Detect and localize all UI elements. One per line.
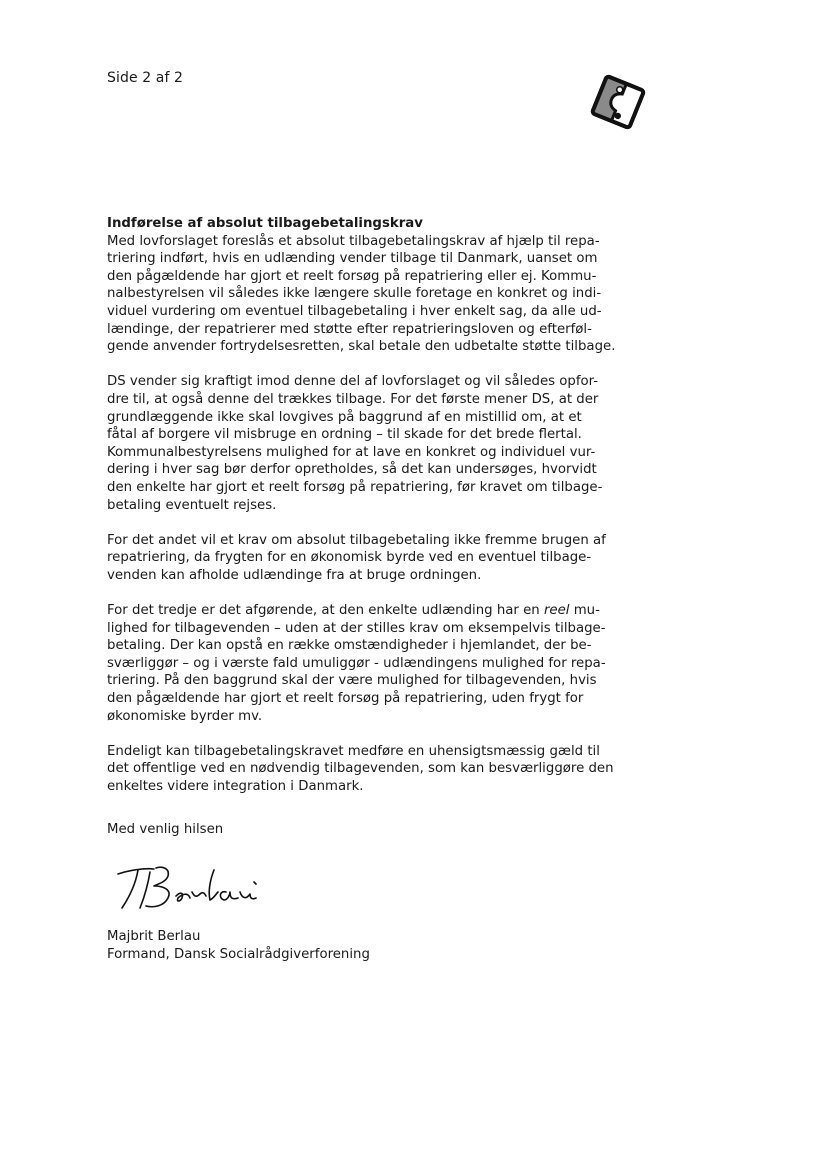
section-paragraph-4: For det tredje er det afgørende, at den enkelte udlænding har en reel mu- lighed for tilbagevenden – uden at der stilles krav om eksempelvis tilbage- betaling. Der kan opstå en række omstændigheder i hjemlandet, der be- sværliggør – og i værste fald umuliggør - udlændingens mulighed for repa- triering. På den baggrund skal der være mulighed for tilbagevenden, hvis den pågældende har gjort et reelt forsøg på repatriering, uden frygt for økonomiske byrder mv.: [107, 603, 606, 724]
letter-body: [107, 215, 627, 796]
section-heading: Indførelse af absolut tilbagebetalingskrav: [107, 216, 423, 231]
section-paragraph-2: DS vender sig kraftigt imod denne del af lovforslaget og vil således opfor- dre til, at også denne del trækkes tilbage. For det første mener DS, at der grundlæggende ikke skal lovgives på baggrund af en mistillid om, at et fåtal af borgere vil misbruge en ordning – til skade for det brede flertal. Kommunalbestyrelsens mulighed for at lave en konkret og individuel vur- dering i hver sag bør derfor opretholdes, så det kan undersøges, hvorvidt den enkelte har gjort et reelt forsøg på repatriering, før kravet om tilbage- betaling eventuelt rejses.: [107, 374, 603, 513]
section-paragraph-3: For det andet vil et krav om absolut tilbagebetaling ikke fremme brugen af repatriering, da frygten for en økonomisk byrde ved en eventuel tilbage- venden kan afholde udlændinge fra at bruge ordningen.: [107, 532, 606, 583]
signer-name: Majbrit Berlau: [107, 929, 201, 944]
signer-title: Formand, Dansk Socialrådgiverforening: [107, 946, 370, 962]
signer-block: [107, 928, 370, 963]
emphasis-reel: reel: [543, 603, 570, 619]
section-paragraph-1: Indførelse af absolut tilbagebetalingskrav Med lovforslaget foreslås et absolut tilbagebetalingskrav af hjælp til repa- triering indført, hvis en udlænding vender tilbage til Danmark, uanset om den pågældende har gjort et reelt forsøg på repatriering eller ej. Kommu- nalbestyrelsen vil således ikke længere skulle foretage en konkret og indi- viduel vurdering om eventuel tilbagebetaling i hver enkelt sag, da alle ud- lændinge, der repatrierer med støtte efter repatrieringsloven og efterføl- gende anvender fortrydelsesretten, skal betale den udbetalte støtte tilbage.: [107, 215, 627, 356]
closing-salutation: Med venlig hilsen: [107, 822, 224, 837]
ds-logo-icon: [589, 73, 647, 131]
page-number: Side 2 af 2: [107, 70, 184, 86]
section-paragraph-5: Endeligt kan tilbagebetalingskravet medføre en uhensigtsmæssig gæld til det offentlige ved en nødvendig tilbagevenden, som kan besværliggøre den enkeltes videre integration i Danmark.: [107, 743, 614, 794]
handwritten-signature: [110, 858, 280, 918]
